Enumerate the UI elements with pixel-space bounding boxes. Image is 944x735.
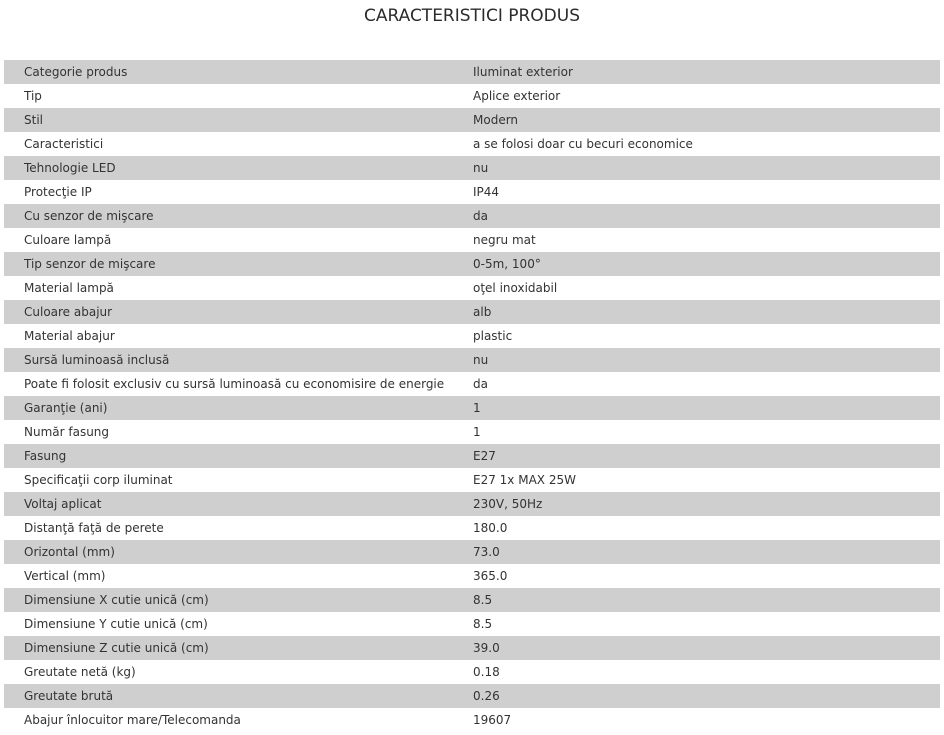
spec-value: 0.18 [473, 660, 940, 684]
spec-value: alb [473, 300, 940, 324]
specs-table-body [4, 60, 940, 732]
table-row [4, 396, 940, 420]
table-row [4, 276, 940, 300]
spec-value: IP44 [473, 180, 940, 204]
spec-label: Caracteristici [4, 132, 473, 156]
table-row [4, 372, 940, 396]
spec-value: oţel inoxidabil [473, 276, 940, 300]
table-row [4, 228, 940, 252]
spec-label: Tip [4, 84, 473, 108]
table-row [4, 612, 940, 636]
table-row [4, 132, 940, 156]
spec-label: Specificaţii corp iluminat [4, 468, 473, 492]
spec-value: 0.26 [473, 684, 940, 708]
table-row [4, 252, 940, 276]
table-row [4, 636, 940, 660]
spec-label: Stil [4, 108, 473, 132]
spec-label: Cu senzor de mişcare [4, 204, 473, 228]
spec-value: 1 [473, 420, 940, 444]
spec-label: Material abajur [4, 324, 473, 348]
page-title: CARACTERISTICI PRODUS [363, 6, 581, 26]
spec-value: Modern [473, 108, 940, 132]
spec-value: Iluminat exterior [473, 60, 940, 84]
table-row [4, 468, 940, 492]
spec-value: 230V, 50Hz [473, 492, 940, 516]
spec-value: E27 [473, 444, 940, 468]
spec-value: 0-5m, 100° [473, 252, 940, 276]
spec-value: a se folosi doar cu becuri economice [473, 132, 940, 156]
spec-label: Culoare lampă [4, 228, 473, 252]
table-row [4, 492, 940, 516]
table-row [4, 156, 940, 180]
spec-value: 365.0 [473, 564, 940, 588]
spec-label: Vertical (mm) [4, 564, 473, 588]
table-row [4, 588, 940, 612]
spec-value: 19607 [473, 708, 940, 732]
spec-label: Voltaj aplicat [4, 492, 473, 516]
table-row [4, 708, 940, 732]
table-row [4, 324, 940, 348]
table-row [4, 444, 940, 468]
spec-value: da [473, 372, 940, 396]
spec-value: plastic [473, 324, 940, 348]
spec-label: Greutate brută [4, 684, 473, 708]
spec-value: 8.5 [473, 612, 940, 636]
table-row [4, 516, 940, 540]
table-row [4, 180, 940, 204]
table-row [4, 60, 940, 84]
table-row [4, 684, 940, 708]
spec-label: Distanţă faţă de perete [4, 516, 473, 540]
spec-label: Dimensiune Z cutie unică (cm) [4, 636, 473, 660]
spec-label: Tip senzor de mişcare [4, 252, 473, 276]
spec-label: Culoare abajur [4, 300, 473, 324]
spec-value: 8.5 [473, 588, 940, 612]
table-row [4, 564, 940, 588]
table-row [4, 84, 940, 108]
spec-label: Orizontal (mm) [4, 540, 473, 564]
spec-label: Categorie produs [4, 60, 473, 84]
spec-value: E27 1x MAX 25W [473, 468, 940, 492]
table-row [4, 660, 940, 684]
spec-label: Poate fi folosit exclusiv cu sursă luminoasă cu economisire de energie [4, 372, 473, 396]
table-row [4, 108, 940, 132]
spec-label: Greutate netă (kg) [4, 660, 473, 684]
spec-label: Protecţie IP [4, 180, 473, 204]
spec-label: Abajur înlocuitor mare/Telecomanda [4, 708, 473, 732]
spec-value: nu [473, 156, 940, 180]
spec-value: Aplice exterior [473, 84, 940, 108]
table-row [4, 420, 940, 444]
spec-label: Dimensiune X cutie unică (cm) [4, 588, 473, 612]
spec-label: Dimensiune Y cutie unică (cm) [4, 612, 473, 636]
spec-label: Garanţie (ani) [4, 396, 473, 420]
spec-label: Sursă luminoasă inclusă [4, 348, 473, 372]
spec-value: 180.0 [473, 516, 940, 540]
spec-value: 1 [473, 396, 940, 420]
table-row [4, 300, 940, 324]
table-row [4, 204, 940, 228]
spec-value: negru mat [473, 228, 940, 252]
table-row [4, 348, 940, 372]
spec-label: Tehnologie LED [4, 156, 473, 180]
spec-label: Material lampă [4, 276, 473, 300]
spec-label: Fasung [4, 444, 473, 468]
spec-value: da [473, 204, 940, 228]
spec-label: Număr fasung [4, 420, 473, 444]
table-row [4, 540, 940, 564]
spec-value: 73.0 [473, 540, 940, 564]
specs-table [4, 60, 940, 732]
spec-value: 39.0 [473, 636, 940, 660]
spec-value: nu [473, 348, 940, 372]
